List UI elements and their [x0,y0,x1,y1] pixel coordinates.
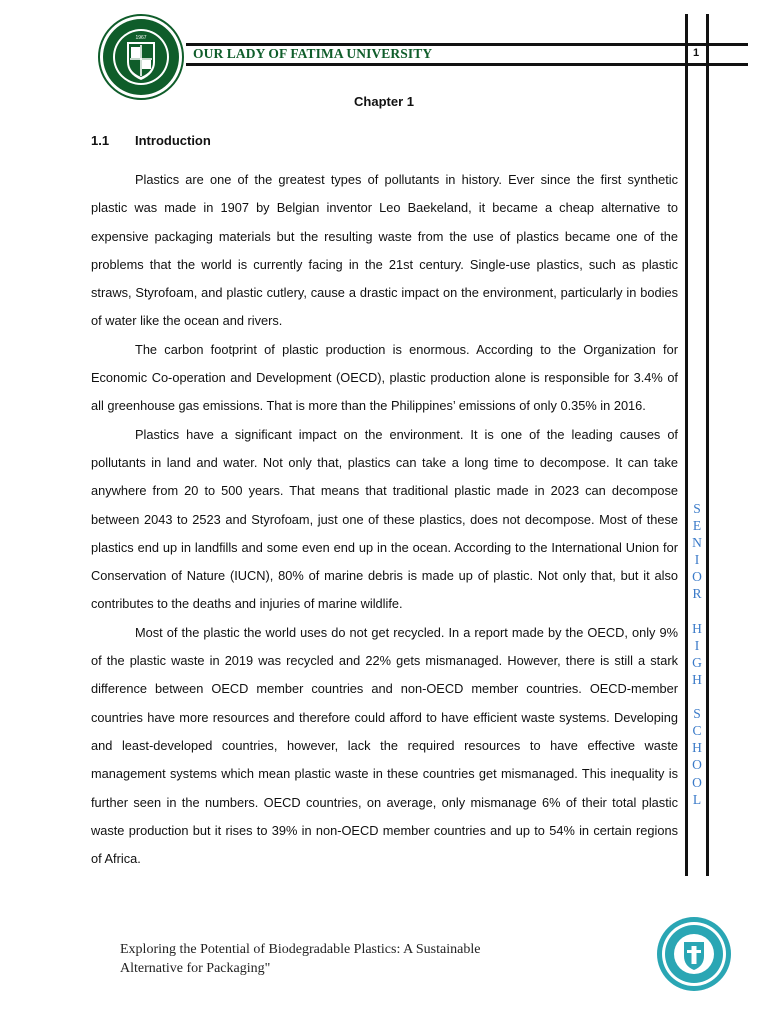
margin-rule-outer [706,14,709,876]
page-number: 1 [693,47,700,59]
svg-text:1967: 1967 [135,35,147,41]
footer-title [120,940,560,978]
chapter-title: Chapter 1 [354,94,414,109]
footer-line: Alternative for Packaging" [120,961,271,976]
section-number: 1.1 [91,133,110,148]
senior-high-school-label: S E N I O R H I G H S C H O O L [692,501,702,807]
paragraph: Plastics have a significant impact on the environment. It is one of the leading causes of pollutants in land and water. Not only that, plastics can take a long time to decompose. It can take anywhere from 20 to 500 years. That means that traditional plastic made in 2023 can decompose between 2043 to 2523 and Styrofoam, just one of these plastics, does not decompose. Most of these plastics end up in landfills and some even end up in the ocean. According to the International Union for Conservation of Nature (IUCN), 80% of marine debris is made up of plastic. Not only that, but it also contributes to the deaths and injuries of marine wildlife. [91,426,678,612]
section-heading [91,133,211,148]
paragraph: Plastics are one of the greatest types of pollutants in history. Ever since the first synthetic plastic was made in 1907 by Belgian inventor Leo Baekeland, it became a cheap alternative to expensive packaging materials but the resulting waste from the use of plastics became one of the problems that the world is currently facing in the 21st century. Single-use plastics, such as plastic straws, Styrofoam, and plastic cutlery, cause a drastic impact on the environment, particularly in bodies of water like the ocean and rivers. [91,172,678,329]
paragraph: Most of the plastic the world uses do not get recycled. In a report made by the OECD, only 9% of the plastic waste in 2019 was recycled and 22% gets mismanaged. However, there is still a stark difference between OECD member countries and non-OECD member countries. OECD-member countries have more resources and therefore could afford to have efficient waste systems. Developing and least-developed countries, however, lack the required resources to have effective waste management systems which mean plastic waste in these countries get mismanaged. This inequality is further seen in the numbers. OECD countries, on average, only mismanage 6% of their total plastic waste production but it rises to 39% in non-OECD member countries and up to 54% in certain regions of Africa. [91,624,678,867]
university-name: OUR LADY OF FATIMA UNIVERSITY [193,46,433,61]
school-seal-icon [656,916,732,992]
margin-rule-inner [685,14,688,876]
header-rule-top [186,43,748,46]
footer-line: Exploring the Potential of Biodegradable Plastics: A Sustainable [120,942,481,957]
section-title: Introduction [135,133,211,148]
university-logo-icon [98,14,184,100]
paragraph: The carbon footprint of plastic production is enormous. According to the Organization for Economic Co-operation and Development (OECD), plastic production alone is responsible for 3.4% of all greenhouse gas emissions. That is more than the Philippines’ emissions of only 0.35% in 2016. [91,341,678,414]
body-text [91,166,678,873]
header-rule-bottom [186,63,748,66]
